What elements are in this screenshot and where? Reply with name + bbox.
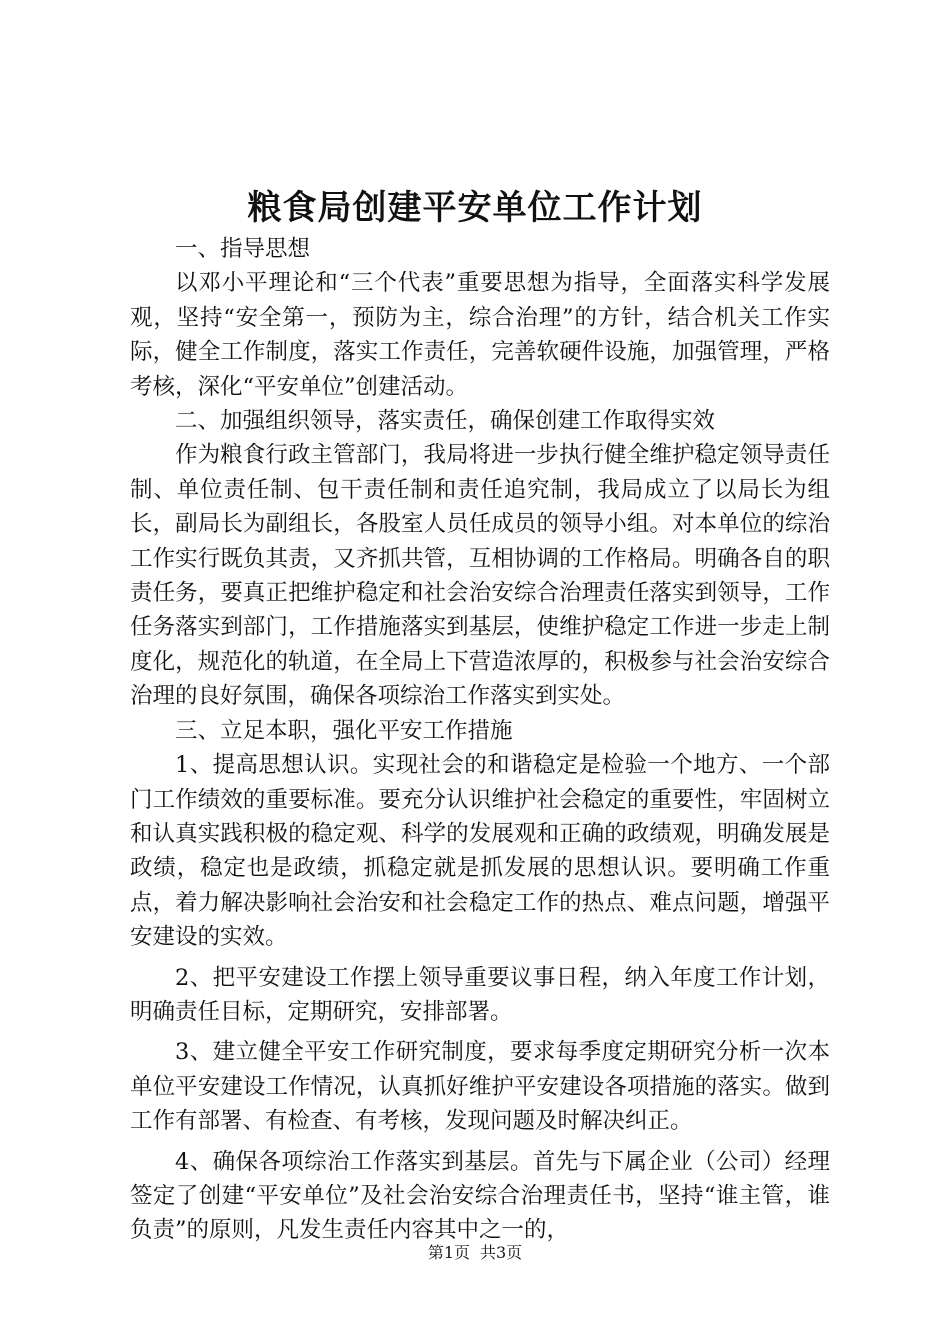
paragraph-leadership: 作为粮食行政主管部门，我局将进一步执行健全维护稳定领导责任制、单位责任制、包干责任制和责任追究制，我局成立了以局长为组长，副局长为副组长，各股室人员任成员的领导小组。对本单位的综治工作实行既负其责，又齐抓共管，互相协调的工作格局。明确各自的职责任务，要真正把维护稳定和社会治安综合治理责任落实到领导，工作任务落实到部门，工作措施落实到基层，使维护稳定工作进一步走上制度化，规范化的轨道，在全局上下营造浓厚的，积极参与社会治安综合治理的良好氛围，确保各项综治工作落实到实处。 <box>130 442 830 710</box>
paragraph-measure-1: 1、提高思想认识。实现社会的和谐稳定是检验一个地方、一个部门工作绩效的重要标准。要充分认识维护社会稳定的重要性，牢固树立和认真实践积极的稳定观、科学的发展观和正确的政绩观，明确发展是政绩，稳定也是政绩，抓稳定就是抓发展的思想认识。要明确工作重点，着力解决影响社会治安和社会稳定工作的热点、难点问题，增强平安建设的实效。 <box>130 752 830 951</box>
document-title: 粮食局创建平安单位工作计划 <box>247 188 703 228</box>
paragraph-guiding-ideology: 以邓小平理论和“三个代表”重要思想为指导，全面落实科学发展观，坚持“安全第一，预防为主，综合治理”的方针，结合机关工作实际，健全工作制度，落实工作责任，完善软硬件设施，加强管理，严格考核，深化“平安单位”创建活动。 <box>130 270 830 400</box>
page-footer <box>0 1242 950 1264</box>
page-total: 共3页 <box>480 1243 523 1262</box>
section-heading-guiding-ideology: 一、指导思想 <box>175 236 311 262</box>
paragraph-measure-2: 2、把平安建设工作摆上领导重要议事日程，纳入年度工作计划，明确责任目标，定期研究，安排部署。 <box>130 964 830 1025</box>
section-heading-measures: 三、立足本职，强化平安工作措施 <box>175 717 513 744</box>
page-number: 第1页 <box>427 1243 470 1262</box>
section-heading-leadership: 二、加强组织领导，落实责任，确保创建工作取得实效 <box>175 408 716 435</box>
paragraph-measure-4: 4、确保各项综治工作落实到基层。首先与下属企业（公司）经理签定了创建“平安单位”及社会治安综合治理责任书，坚持“谁主管，谁负责”的原则，凡发生责任内容其中之一的， <box>130 1148 830 1244</box>
document-body <box>130 232 830 1248</box>
paragraph-measure-3: 3、建立健全平安工作研究制度，要求每季度定期研究分析一次本单位平安建设工作情况，认真抓好维护平安建设各项措施的落实。做到工作有部署、有检查、有考核，发现问题及时解决纠正。 <box>130 1039 830 1135</box>
